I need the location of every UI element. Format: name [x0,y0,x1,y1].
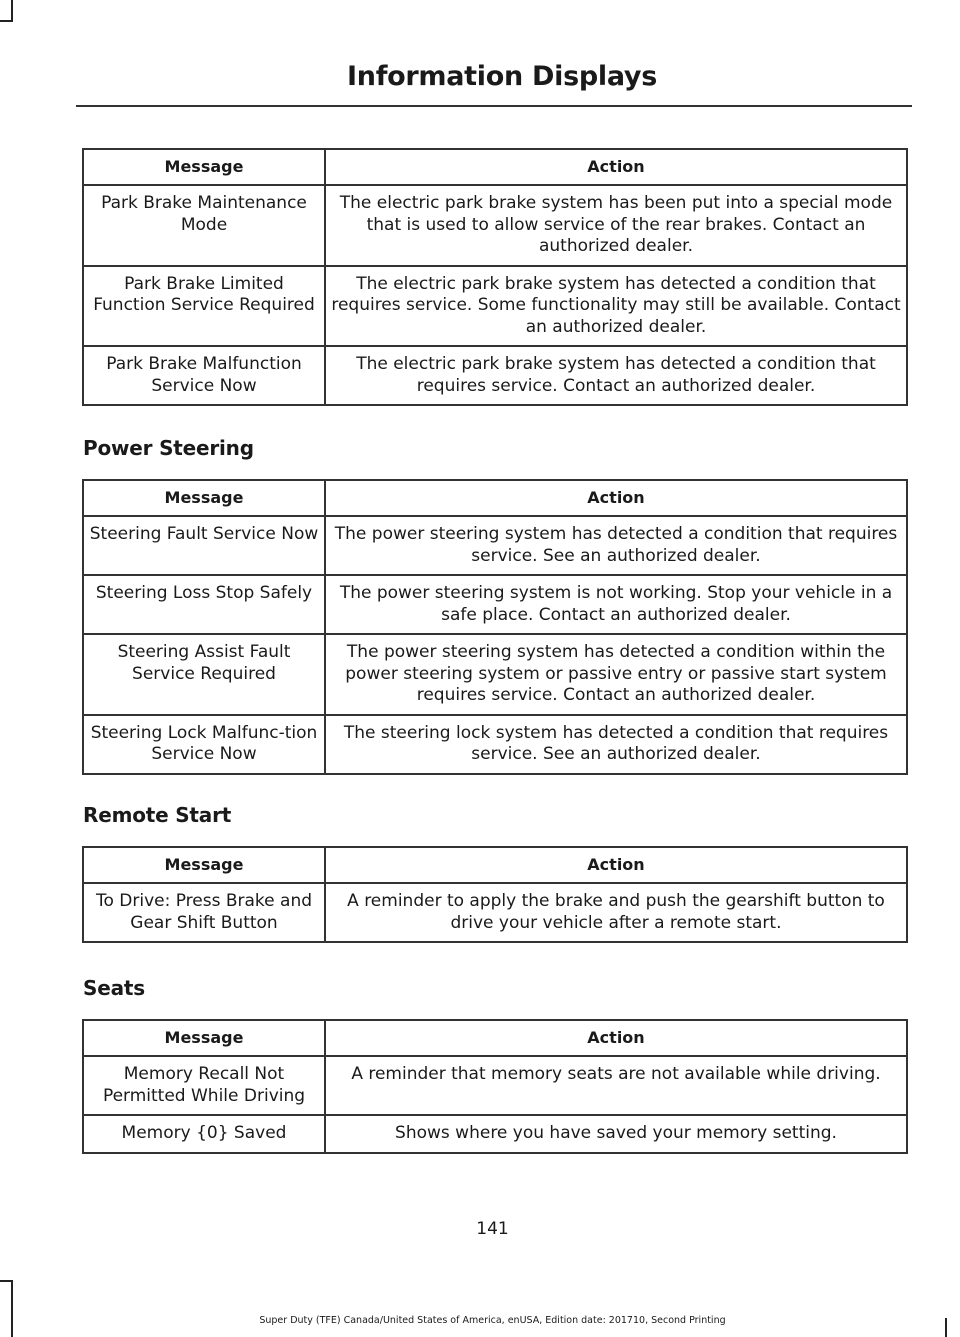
crop-mark-top-left-vertical [11,0,13,22]
column-header-action: Action [325,847,907,883]
action-cell: The electric park brake system has been put into a special mode that is used to allow service of the rear brakes. Contact an authorized dealer. [325,185,907,266]
table-row [83,185,907,266]
table-row [83,516,907,575]
header-divider [76,105,912,107]
table-row [83,266,907,347]
table-row [83,634,907,715]
action-cell: Shows where you have saved your memory setting. [325,1115,907,1153]
table-header-row [83,847,907,883]
power-steering-message-table [82,479,908,775]
park-brake-message-table [82,148,908,406]
message-cell: Park Brake Malfunction Service Now [83,346,325,405]
column-header-message: Message [83,480,325,516]
column-header-message: Message [83,847,325,883]
crop-mark-bottom-left-vertical [11,1280,13,1337]
message-cell: Memory {0} Saved [83,1115,325,1153]
column-header-message: Message [83,1020,325,1056]
crop-mark-top-left-horizontal [0,20,13,22]
table-row [83,346,907,405]
column-header-action: Action [325,1020,907,1056]
action-cell: A reminder to apply the brake and push the gearshift button to drive your vehicle after a remote start. [325,883,907,942]
action-cell: The electric park brake system has detected a condition that requires service. Some functionality may still be available. Contact an authorized dealer. [325,266,907,347]
message-cell: Steering Fault Service Now [83,516,325,575]
column-header-action: Action [325,480,907,516]
table-row [83,883,907,942]
message-cell: To Drive: Press Brake and Gear Shift Button [83,883,325,942]
table-row [83,1115,907,1153]
table-row [83,575,907,634]
message-cell: Steering Assist Fault Service Required [83,634,325,715]
table-row [83,715,907,774]
action-cell: The electric park brake system has detected a condition that requires service. Contact an authorized dealer. [325,346,907,405]
table-header-row [83,149,907,185]
message-cell: Steering Lock Malfunc-tion Service Now [83,715,325,774]
crop-mark-bottom-left-horizontal [0,1280,13,1282]
message-cell: Memory Recall Not Permitted While Driving [83,1056,325,1115]
table-header-row [83,480,907,516]
remote-start-message-table [82,846,908,943]
section-heading-remote-start: Remote Start [83,803,232,827]
message-cell: Steering Loss Stop Safely [83,575,325,634]
column-header-message: Message [83,149,325,185]
action-cell: The power steering system has detected a condition within the power steering system or passive entry or passive start system requires service. Contact an authorized dealer. [325,634,907,715]
page-number: 141 [476,1219,509,1239]
page-title: Information Displays [347,61,657,92]
action-cell: The power steering system has detected a condition that requires service. See an authorized dealer. [325,516,907,575]
action-cell: A reminder that memory seats are not available while driving. [325,1056,907,1115]
column-header-action: Action [325,149,907,185]
table-header-row [83,1020,907,1056]
edition-footer: Super Duty (TFE) Canada/United States of America, enUSA, Edition date: 201710, Second Printing [259,1315,726,1326]
message-cell: Park Brake Limited Function Service Required [83,266,325,347]
message-cell: Park Brake Maintenance Mode [83,185,325,266]
section-heading-seats: Seats [83,976,145,1000]
action-cell: The power steering system is not working. Stop your vehicle in a safe place. Contact an authorized dealer. [325,575,907,634]
section-heading-power-steering: Power Steering [83,436,254,460]
action-cell: The steering lock system has detected a condition that requires service. See an authorized dealer. [325,715,907,774]
table-row [83,1056,907,1115]
seats-message-table [82,1019,908,1154]
